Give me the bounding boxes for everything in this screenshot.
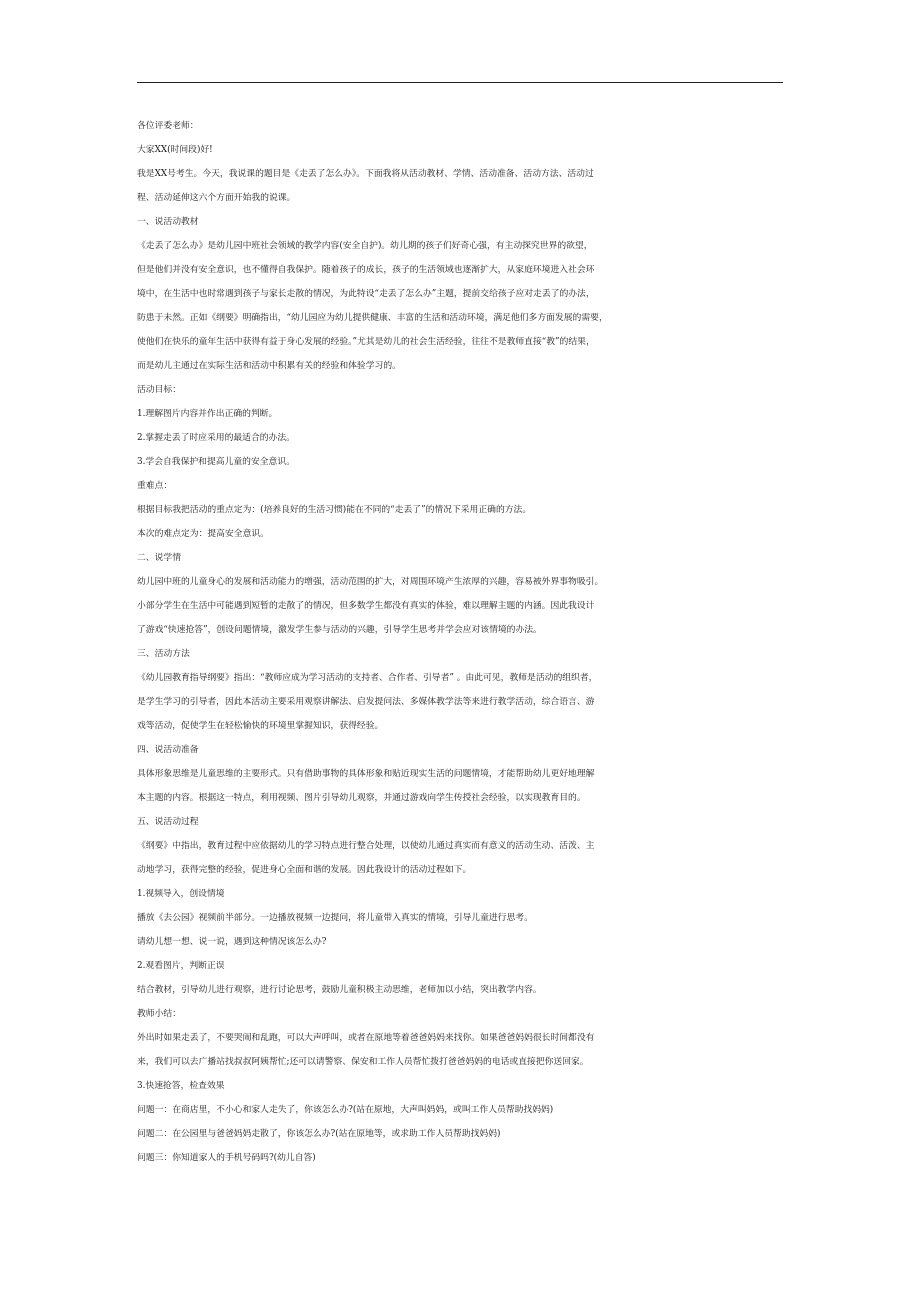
paragraph-line: 来，我们可以去广播站找叔叔阿姨帮忙;还可以请警察、保安和工作人员帮忙拨打爸爸妈妈的电话或直接把你送回家。	[137, 1057, 589, 1067]
section-heading: 二、说学情	[137, 553, 181, 563]
paragraph-line: 幼儿园中班的儿童身心的发展和活动能力的增强，活动范围的扩大，对周围环境产生浓厚的兴趣，容易被外界事物吸引。	[137, 577, 604, 587]
subheading: 重难点：	[137, 481, 173, 491]
paragraph-line: 《纲要》中指出，教育过程中应依据幼儿的学习特点进行整合处理，以使幼儿通过真实而有意义的活动生动、活泼、主	[137, 841, 595, 851]
paragraph-line: 小部分学生在生活中可能遇到短暂的走散了的情况，但多数学生都没有真实的体验，难以理解主题的内涵。因此我设计	[137, 601, 595, 611]
paragraph-line: 《幼儿园教育指导纲要》指出：“教师应成为学习活动的支持者、合作者、引导者” 。由此可见，教师是活动的组织者，	[137, 673, 598, 683]
paragraph-line: 播放《去公园》视频前半部分。一边播放视频一边提问，将儿童带入真实的情境，引导儿童进行思考。	[137, 913, 533, 923]
list-item: 2.掌握走丢了时应采用的最适合的办法。	[137, 433, 295, 443]
subheading: 教师小结：	[137, 1009, 181, 1019]
paragraph-line: 外出时如果走丢了，不要哭闹和乱跑，可以大声呼叫，或者在原地等着爸爸妈妈来找你。如果爸爸妈妈很长时间都没有	[137, 1033, 595, 1043]
paragraph-line: 而是幼儿主通过在实际生活和活动中积累有关的经验和体验学习的。	[137, 361, 401, 371]
paragraph-line: 但是他们并没有安全意识，也不懂得自我保护。随着孩子的成长，孩子的生活领域也逐渐扩大，从家庭环境进入社会环	[137, 265, 595, 275]
intro-line: 程、活动延伸这六个方面开始我的说课。	[137, 193, 296, 203]
section-heading: 四、说活动准备	[137, 745, 199, 755]
paragraph-line: 使他们在快乐的童年生活中获得有益于身心发展的经验。”尤其是幼儿的社会生活经验，往往不是教师直接“教”的结果，	[137, 337, 595, 347]
question-line: 问题一：在商店里，不小心和家人走失了，你该怎么办?(站在原地，大声叫妈妈，或叫工作人员帮助找妈妈)	[137, 1105, 554, 1115]
subheading: 活动目标：	[137, 385, 181, 395]
paragraph-line: 本次的难点定为：提高安全意识。	[137, 529, 269, 539]
paragraph-line: 请幼儿想一想、说一说，遇到这种情况该怎么办?	[137, 937, 327, 947]
paragraph-line: 根据目标我把活动的重点定为：(培养良好的生活习惯)能在不同的“走丢了”的情况下采用正确的方法。	[137, 505, 532, 515]
paragraph-line: 防患于未然。正如《纲要》明确指出，“幼儿园应为幼儿提供健康、丰富的生活和活动环境，满足他们多方面发展的需要，	[137, 313, 608, 323]
question-line: 问题二：在公园里与爸爸妈妈走散了，你该怎么办?(站在原地等，或求助工作人员帮助找妈妈)	[137, 1129, 501, 1139]
document-body	[137, 114, 789, 1170]
paragraph-line: 具体形象思维是儿童思维的主要形式。只有借助事物的具体形象和贴近现实生活的问题情境，才能帮助幼儿更好地理解	[137, 769, 595, 779]
paragraph-line: 结合教材，引导幼儿进行观察，进行讨论思考，鼓励儿童积极主动思维，老师加以小结，突出教学内容。	[137, 985, 542, 995]
step-heading: 1.视频导入，创设情境	[137, 889, 225, 899]
section-heading: 三、活动方法	[137, 649, 190, 659]
intro-line: 我是XX号考生。今天，我说课的题目是《走丢了怎么办》。下面我将从活动教材、学情、活动准备、活动方法、活动过	[137, 169, 594, 179]
paragraph-line: 境中，在生活中也时常遇到孩子与家长走散的情况，为此特设“走丢了怎么办”主题，提前交给孩子应对走丢了的办法，	[137, 289, 595, 299]
paragraph-line: 戏等活动，促使学生在轻松愉快的环境里掌握知识，获得经验。	[137, 721, 384, 731]
paragraph-line: 是学生学习的引导者，因此本活动主要采用观察讲解法、启发提问法、多媒体教学法等来进行教学活动，综合语言、游	[137, 697, 595, 707]
greeting-line: 大家XX(时间段)好!	[137, 145, 213, 155]
section-heading: 五、说活动过程	[137, 817, 199, 827]
greeting: 各位评委老师：	[137, 121, 199, 131]
list-item: 3.学会自我保护和提高儿童的安全意识。	[137, 457, 295, 467]
paragraph-line: 本主题的内容。根据这一特点，利用视频、图片引导幼儿观察，并通过游戏向学生传授社会经验，以实现教育目的。	[137, 793, 586, 803]
question-line: 问题三：你知道家人的手机号码吗?(幼儿自答)	[137, 1153, 316, 1163]
step-heading: 3.快速抢答，检查效果	[137, 1081, 225, 1091]
section-heading: 一、说活动教材	[137, 217, 199, 227]
paragraph-line: 动地学习，获得完整的经验，促进身心全面和谐的发展。因此我设计的活动过程如下。	[137, 865, 472, 875]
list-item: 1.理解图片内容并作出正确的判断。	[137, 409, 278, 419]
paragraph-line: 《走丢了怎么办》是幼儿园中班社会领域的教学内容(安全自护)。幼儿期的孩子们好奇心强，有主动探究世界的欲望，	[137, 241, 593, 251]
step-heading: 2.观看图片，判断正误	[137, 961, 225, 971]
paragraph-line: 了游戏“快速抢答”，创设问题情境，激发学生参与活动的兴趣，引导学生思考并学会应对该情境的办法。	[137, 625, 542, 635]
header-rule	[137, 82, 783, 83]
